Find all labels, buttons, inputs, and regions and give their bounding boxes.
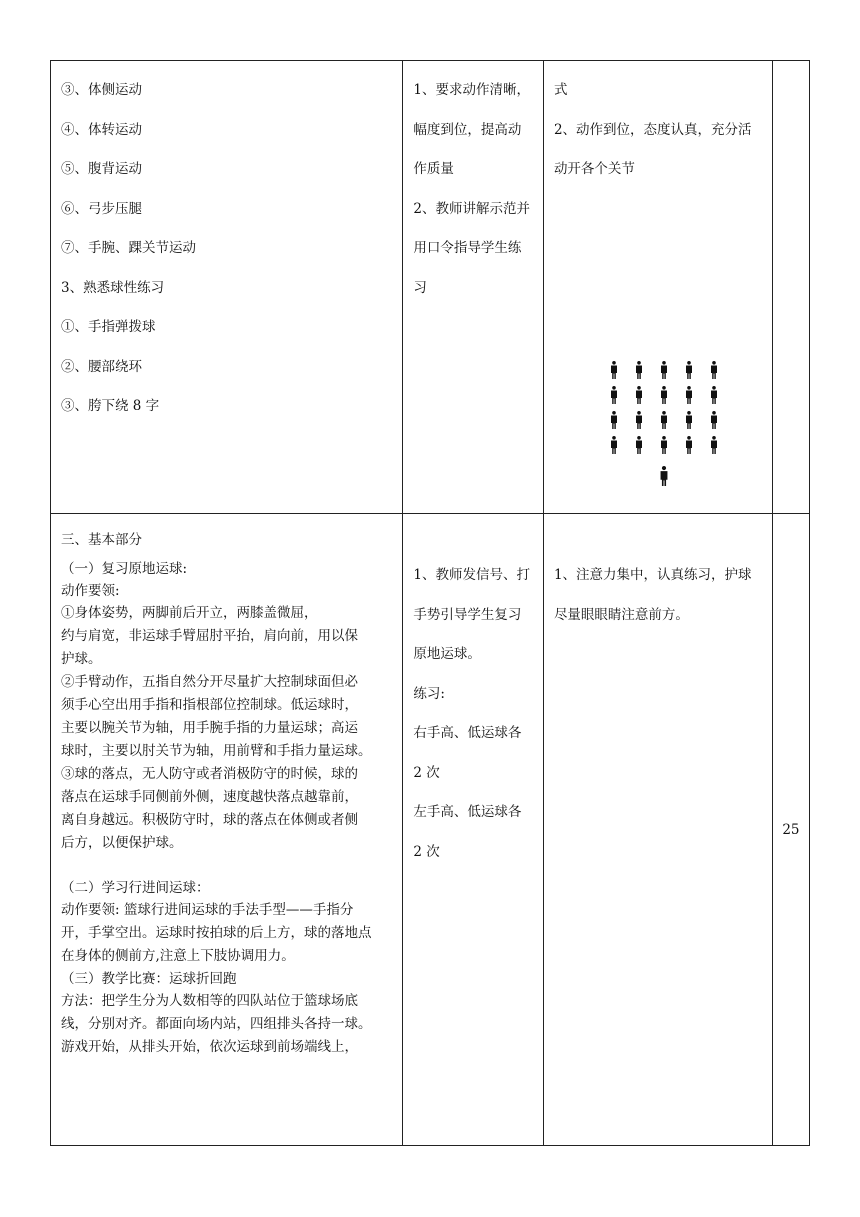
person-icon — [661, 386, 667, 404]
person-icon — [686, 386, 692, 404]
text-line: 须手心空出用手指和指根部位控制球。低运球时， — [61, 697, 358, 713]
teacher-method-cell — [403, 61, 544, 514]
text-line: 2、教师讲解示范并 — [413, 200, 530, 217]
subsection-title: （三）教学比赛：运球折回跑 — [61, 971, 237, 987]
text-line: 开，手掌空出。运球时按拍球的后上方，球的落地点 — [61, 925, 372, 941]
person-icon — [711, 411, 717, 429]
text-line: 方法：把学生分为人数相等的四队站位于篮球场底 — [61, 993, 358, 1009]
text-line: ⑤、腹背运动 — [61, 161, 142, 177]
text-line: 在身体的侧前方,注意上下肢协调用力。 — [61, 948, 295, 964]
subsection-title: （二）学习行进间运球： — [61, 880, 210, 896]
text-line: ①、手指弹拨球 — [61, 319, 156, 335]
text-line: ②手臂动作，五指自然分开尽量扩大控制球面但必 — [61, 674, 358, 690]
text-line: 幅度到位，提高动 — [413, 121, 522, 138]
text-line: 1、注意力集中，认真练习，护球 — [553, 567, 752, 583]
text-line: 练习: — [413, 685, 445, 702]
text-line: 游戏开始，从排头开始，依次运球到前场端线上， — [61, 1039, 358, 1055]
text-line: 球时，主要以肘关节为轴，用前臂和手指力量运球。 — [61, 743, 372, 759]
subsection-label: 动作要领: — [61, 583, 120, 599]
time-cell — [772, 61, 809, 514]
text-line: ③、胯下绕 8 字 — [61, 398, 160, 414]
text-line: 3、熟悉球性练习 — [61, 279, 165, 296]
text-line: 约与肩宽，非运球手臂屈肘平抬，肩向前，用以保 — [61, 628, 358, 644]
text-line: 尽量眼眼睛注意前方。 — [553, 606, 689, 623]
section-heading: 三、基本部分 — [61, 532, 142, 548]
person-icon — [711, 436, 717, 454]
person-icon — [661, 411, 667, 429]
text-line: 手势引导学生复习 — [413, 606, 522, 623]
text-line: 动开各个关节 — [553, 161, 635, 177]
student-method-cell — [543, 514, 772, 1146]
text-line: 1、要求动作清晰， — [413, 82, 530, 98]
person-icon — [611, 436, 617, 454]
text-line: ④、体转运动 — [61, 121, 142, 138]
person-icon — [661, 436, 667, 454]
text-line: ⑦、手腕、踝关节运动 — [61, 240, 196, 256]
text-line: ②、腰部绕环 — [61, 358, 142, 375]
text-line: 线，分别对齐。都面向场内站，四组排头各持一球。 — [61, 1016, 372, 1032]
text-line: 2 次 — [413, 764, 440, 781]
text-line: 1、教师发信号、打 — [413, 567, 530, 583]
table-row — [51, 61, 810, 514]
person-icon — [686, 411, 692, 429]
person-icon — [636, 361, 642, 379]
text-line: 作质量 — [413, 161, 454, 177]
lesson-plan-table — [50, 60, 810, 1146]
person-icon — [636, 436, 642, 454]
student-method-cell — [543, 61, 772, 514]
person-icon — [686, 361, 692, 379]
teacher-icon — [660, 466, 667, 486]
text-line: 2、动作到位，态度认真，充分活 — [553, 121, 752, 138]
text-line: 2 次 — [413, 843, 440, 860]
text-line: 式 — [553, 82, 568, 98]
time-cell: 25 — [772, 514, 809, 1146]
text-line: 后方，以便保护球。 — [61, 835, 183, 851]
person-icon — [711, 361, 717, 379]
person-icon — [611, 361, 617, 379]
text-line: ①身体姿势，两脚前后开立，两膝盖微屈， — [61, 605, 318, 621]
formation-svg — [606, 356, 726, 486]
text-line: 动作要领: 篮球行进间运球的手法手型——手指分 — [61, 902, 354, 918]
text-line: 用口令指导学生练 — [413, 240, 522, 256]
text-line: ⑥、弓步压腿 — [61, 200, 142, 217]
person-icon — [686, 436, 692, 454]
person-icon — [636, 411, 642, 429]
table-row — [51, 514, 810, 1146]
content-cell — [51, 61, 403, 514]
text-line: 落点在运球手同侧前外侧，速度越快落点越靠前， — [61, 789, 358, 805]
person-icon — [611, 411, 617, 429]
text-line: ③球的落点，无人防守或者消极防守的时候，球的 — [61, 766, 358, 782]
teacher-method-cell — [403, 514, 544, 1146]
text-line: 右手高、低运球各 — [413, 725, 522, 741]
person-icon — [611, 386, 617, 404]
person-icon — [661, 361, 667, 379]
formation-diagram — [606, 356, 726, 486]
content-cell — [51, 514, 403, 1146]
text-line: 护球。 — [61, 651, 102, 667]
text-line: 习 — [413, 279, 427, 296]
person-icon — [636, 386, 642, 404]
text-line: 离自身越远。积极防守时，球的落点在体侧或者侧 — [61, 812, 358, 828]
text-line: 主要以腕关节为轴，用手腕手指的力量运球；高运 — [61, 720, 358, 736]
text-line: 左手高、低运球各 — [413, 804, 522, 820]
text-line: ③、体侧运动 — [61, 82, 142, 98]
person-icon — [711, 386, 717, 404]
subsection-title: （一）复习原地运球: — [61, 561, 188, 577]
text-line: 原地运球。 — [413, 646, 481, 662]
